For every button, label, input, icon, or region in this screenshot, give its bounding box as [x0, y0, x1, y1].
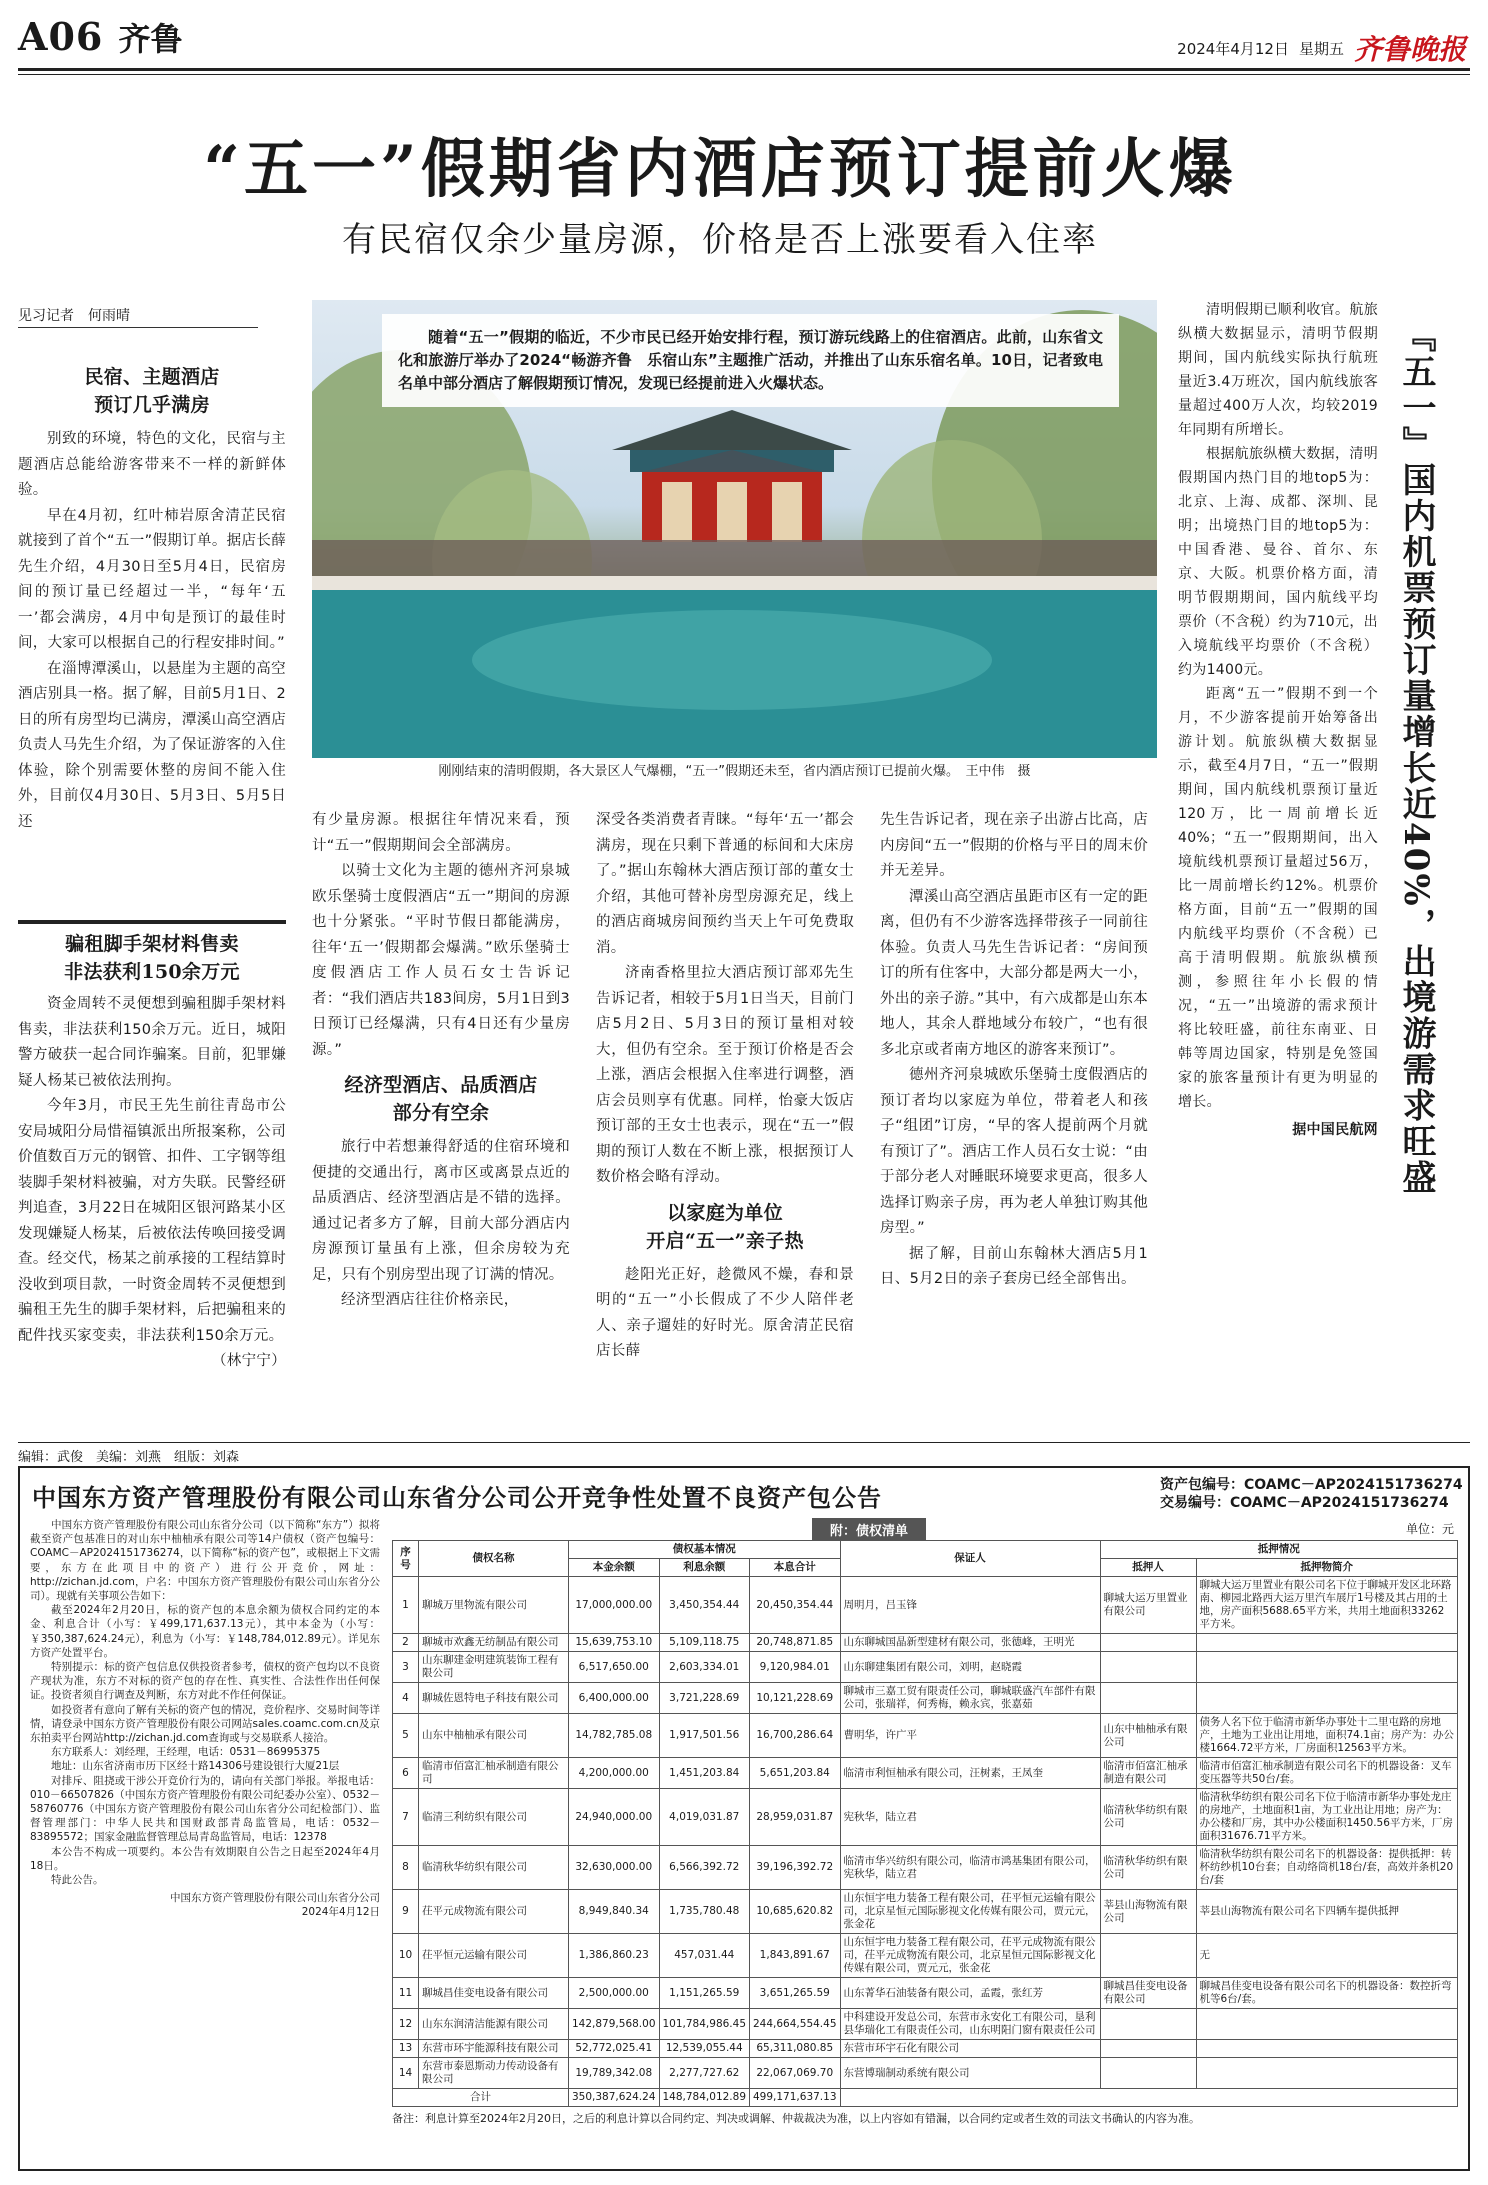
column-1 [18, 355, 286, 835]
table-cell: 5,109,118.75 [659, 1634, 750, 1652]
table-cell: 莘县山海物流有限公司名下四辆车提供抵押 [1196, 1890, 1458, 1934]
sidebar-top-rule [18, 920, 286, 924]
col3-subhead: 以家庭为单位 开启“五一”亲子热 [646, 1201, 804, 1252]
table-row [393, 1934, 1458, 1978]
table-cell: 3,450,354.44 [659, 1577, 750, 1634]
table-cell: 15,639,753.10 [569, 1634, 660, 1652]
table-cell: 1,735,780.48 [659, 1890, 750, 1934]
column-3 [596, 808, 854, 1365]
col-header: 序号 [393, 1541, 419, 1577]
table-cell: 1,843,891.67 [750, 1934, 841, 1978]
table-cell: 聊城市欢鑫无纺制品有限公司 [419, 1634, 569, 1652]
header-rule [18, 68, 1470, 71]
right-story-text [1178, 298, 1378, 1142]
editors-rule [18, 1442, 1470, 1443]
table-cell: 茌平元成物流有限公司 [419, 1890, 569, 1934]
editors-line: 编辑：武俊 美编：刘燕 组版：刘森 [18, 1450, 240, 1465]
table-cell: 20,450,354.44 [750, 1577, 841, 1634]
photo-caption: 刚刚结束的清明假期，各大景区人气爆棚，“五一”假期还未至，省内酒店预订已提前火爆。 王中伟 摄 [438, 764, 1031, 779]
table-cell [1100, 1683, 1196, 1714]
table-title: 附：债权清单 [812, 1518, 926, 1541]
sidebar-news-title: 骗租脚手架材料售卖 非法获利150余万元 [64, 933, 240, 983]
table-row [393, 2009, 1458, 2040]
table-row [393, 1714, 1458, 1758]
col4-paragraph: 潭溪山高空酒店虽距市区有一定的距离，但仍有不少游客选择带孩子一同前往体验。负责人马先生告诉记者：“房间预订的所有住客中，大部分都是两大一小，外出的亲子游。”其中，有六成都是山东本地人，其余人群地域分布较广，“也有很多北京或者南方地区的游客来预订”。 [880, 888, 1148, 1058]
table-cell: 东营市环宇石化有限公司 [840, 2040, 1100, 2058]
table-footnote: 备注：利息计算至2024年2月20日，之后的利息计算以合同约定、判决或调解、仲裁裁决为准，以上内容如有错漏，以合同约定或者生效的司法文书确认的内容为准。 [392, 2112, 1200, 2125]
col-header: 利息余额 [659, 1559, 750, 1577]
ad-title: 中国东方资产管理股份有限公司山东省分公司公开竞争性处置不良资产包公告 [32, 1483, 882, 1512]
table-cell: 7 [393, 1789, 419, 1846]
table-cell: 6 [393, 1758, 419, 1789]
col-header: 抵押物简介 [1196, 1559, 1458, 1577]
table-cell: 457,031.44 [659, 1934, 750, 1978]
table-cell [1100, 1934, 1196, 1978]
ad-body-paragraph: 截至2024年2月20日，标的资产包的本息余额为债权合同约定的本金、利息合计（小写：￥499,171,637.13元），其中本金为（小写：￥350,387,624.24元），利息为（小写：￥148,784,012.89元）。详见东方资产处置平台。 [30, 1604, 380, 1659]
table-cell: 52,772,025.41 [569, 2040, 660, 2058]
col2-paragraph: 以骑士文化为主题的德州齐河泉城欧乐堡骑士度假酒店“五一”期间的房源也十分紧张。“平时节假日都能满房，往年‘五一’假期都会爆满。”欧乐堡骑士度假酒店工作人员石女士告诉记者：“我们酒店共183间房，5月1日到3日预订已经爆满，只有4日还有少量房源。” [312, 863, 570, 1058]
ad-signature: 中国东方资产管理股份有限公司山东省分公司 [170, 1892, 380, 1905]
table-cell: 山东中柚柚承有限公司 [1100, 1714, 1196, 1758]
table-cell: 22,067,069.70 [750, 2058, 841, 2089]
ad-trade-number: 交易编号：COAMC－AP2024151736274 [1160, 1495, 1449, 1511]
table-row [393, 2040, 1458, 2058]
table-cell: 28,959,031.87 [750, 1789, 841, 1846]
debt-table-body [393, 1577, 1458, 2089]
right-story-paragraph: 清明假期已顺利收官。航旅纵横大数据显示，清明节假期期间，国内航线实际执行航班量近3.4万班次，国内航线旅客量超过400万人次，均较2019年同期有所增长。 [1178, 302, 1378, 438]
col3-paragraph: 济南香格里拉大酒店预订部邓先生告诉记者，相较于5月1日当天，目前门店5月2日、5月3日的预订量相对较大，但仍有空余。至于预订价格是否会上涨，酒店会根据入住率进行调整，酒店会员则享有优惠。同样，怡豪大饭店预订部的王女士也表示，现在“五一”假期的预订人数在不断上涨，根据预订人数价格会略有浮动。 [596, 965, 854, 1185]
ad-package-number: 资产包编号：COAMC－AP2024151736274 [1160, 1477, 1463, 1493]
table-cell: 1,451,203.84 [659, 1758, 750, 1789]
table-cell: 3 [393, 1652, 419, 1683]
col4-paragraph: 据了解，目前山东翰林大酒店5月1日、5月2日的亲子套房已经全部售出。 [880, 1245, 1148, 1287]
column-4 [880, 808, 1148, 1293]
table-cell: 4,019,031.87 [659, 1789, 750, 1846]
table-cell [1196, 2009, 1458, 2040]
table-cell: 2,500,000.00 [569, 1978, 660, 2009]
table-row [393, 1846, 1458, 1890]
table-cell: 东营博瑞制动系统有限公司 [840, 2058, 1100, 2089]
table-cell: 茌平恒元运输有限公司 [419, 1934, 569, 1978]
ad-body-paragraph: 对排斥、阻挠或干涉公开竞价行为的，请向有关部门举报。举报电话：010－66507826（中国东方资产管理股份有限公司纪委办公室）、0532－58760776（中国东方资产管理股份有限公司山东省分公司纪检部门）、监督管理部门：中华人民共和国财政部青岛监管局，电话：0532－83895572；国家金融监督管理总局青岛监管局，电话：12378 [30, 1774, 380, 1844]
table-cell: 13 [393, 2040, 419, 2058]
table-cell: 5 [393, 1714, 419, 1758]
paper-logo: 齐鲁晚报 [1353, 33, 1466, 66]
table-cell: 临清市佰富汇柚承制造有限公司 [1100, 1758, 1196, 1789]
table-cell: 山东中柚柚承有限公司 [419, 1714, 569, 1758]
table-cell: 临清三利纺织有限公司 [419, 1789, 569, 1846]
table-cell: 10,685,620.82 [750, 1890, 841, 1934]
table-cell: 临清秋华纺织有限公司名下位于临清市新华办事处龙庄的房地产，土地面积1亩，为工业出让用地；房产为：办公楼和厂房，其中办公楼面积1450.56平方米，厂房面积31676.71平方米。 [1196, 1789, 1458, 1846]
table-cell: 莘县山海物流有限公司 [1100, 1890, 1196, 1934]
table-cell: 周明月，吕玉锋 [840, 1577, 1100, 1634]
table-cell: 3,651,265.59 [750, 1978, 841, 2009]
table-cell: 6,517,650.00 [569, 1652, 660, 1683]
table-cell: 山东聊建金明建筑装饰工程有限公司 [419, 1652, 569, 1683]
table-cell: 1,151,265.59 [659, 1978, 750, 2009]
ad-body-paragraph: 如投资者有意向了解有关标的资产包的情况，竞价程序、交易时间等详情，请登录中国东方资产管理股份有限公司网站sales.coamc.com.cn及京东拍卖平台网站http://zichan.jd.com查询或与交易联系人接洽。 [30, 1703, 380, 1745]
col1-paragraph: 别致的环境，特色的文化，民宿与主题酒店总能给游客带来不一样的新鲜体验。 [18, 431, 286, 498]
ad-numbers [1160, 1476, 1463, 1512]
table-cell: 聊城万里物流有限公司 [419, 1577, 569, 1634]
table-cell: 山东菁华石油装备有限公司，孟霞，张红芳 [840, 1978, 1100, 2009]
table-cell: 山东恒宇电力装备工程有限公司，茌平元成物流有限公司，茌平元成物流有限公司，北京星恒元国际影视文化传媒有限公司，贾元元，张金花 [840, 1934, 1100, 1978]
col1-subhead: 民宿、主题酒店 预订几乎满房 [84, 366, 220, 416]
table-cell: 山东恒宇电力装备工程有限公司，茌平恒元运输有限公司，北京星恒元国际影视文化传媒有限公司，贾元元，张金花 [840, 1890, 1100, 1934]
table-row [393, 1978, 1458, 2009]
right-story-paragraph: 根据航旅纵横大数据，清明假期国内热门目的地top5为：北京、上海、成都、深圳、昆明；出境热门目的地top5为：中国香港、曼谷、首尔、东京、大阪。机票价格方面，清明节假期期间，国内航线平均票价（不含税）约为710元，出入境航线平均票价（不含税）约为1400元。 [1178, 446, 1378, 678]
table-cell: 4 [393, 1683, 419, 1714]
header-rule-thin [18, 74, 1470, 75]
table-cell: 17,000,000.00 [569, 1577, 660, 1634]
table-cell: 东营市泰恩斯动力传动设备有限公司 [419, 2058, 569, 2089]
table-cell: 8 [393, 1846, 419, 1890]
headline: “五一”假期省内酒店预订提前火爆 [203, 132, 1237, 207]
page-no: A06 [18, 14, 104, 59]
table-cell [1196, 2040, 1458, 2058]
table-cell: 65,311,080.85 [750, 2040, 841, 2058]
table-cell: 临清市华兴纺织有限公司，临清市鸿基集团有限公司，宪秋华，陆立君 [840, 1846, 1100, 1890]
table-cell: 9,120,984.01 [750, 1652, 841, 1683]
ad-body-paragraph: 东方联系人：刘经理，王经理，电话：0531－86995375 [51, 1746, 321, 1759]
table-cell: 宪秋华，陆立君 [840, 1789, 1100, 1846]
total-row [393, 2089, 1458, 2107]
table-cell [1196, 1683, 1458, 1714]
table-cell: 临清市佰富汇柚承制造有限公司名下的机器设备：叉车变压器等共50台/套。 [1196, 1758, 1458, 1789]
right-story-vertical-title: 『五一』国内机票预订量增长近40%，出境游需求旺盛 [1396, 318, 1436, 1196]
table-cell: 1 [393, 1577, 419, 1634]
table-cell: 2 [393, 1634, 419, 1652]
table-cell: 临清秋华纺织有限公司 [1100, 1789, 1196, 1846]
table-cell: 10,121,228.69 [750, 1683, 841, 1714]
lead-paragraph: 随着“五一”假期的临近，不少市民已经开始安排行程，预订游玩线路上的住宿酒店。此前，山东省文化和旅游厅举办了2024“畅游齐鲁 乐宿山东”主题推广活动，并推出了山东乐宿名单。10日，记者致电名单中部分酒店了解假期预订情况，发现已经提前进入火爆状态。 [382, 314, 1119, 407]
sidebar-news-source: （林宁宁） [212, 1353, 286, 1369]
table-cell: 聊城佐恩特电子科技有限公司 [419, 1683, 569, 1714]
table-cell: 2,603,334.01 [659, 1652, 750, 1683]
col-header: 债权名称 [419, 1541, 569, 1577]
table-cell: 16,700,286.64 [750, 1714, 841, 1758]
table-cell: 无 [1196, 1934, 1458, 1978]
table-row [393, 1652, 1458, 1683]
table-cell: 1,917,501.56 [659, 1714, 750, 1758]
table-cell: 10 [393, 1934, 419, 1978]
group-header: 抵押情况 [1100, 1541, 1458, 1559]
sidebar-news-paragraph: 今年3月，市民王先生前往青岛市公安局城阳分局惜福镇派出所报案称，公司价值数百万元的钢管、扣件、工字钢等组装脚手架材料被骗，对方失联。民警经研判追查，3月22日在城阳区银河路某小区发现嫌疑人杨某，后被依法传唤回接受调查。经交代，杨某之前承接的工程结算时没收到项目款，一时资金周转不灵便想到骗租王先生的脚手架材料，后把骗租来的配件找买家变卖，非法获利150余万元。 [18, 1098, 286, 1344]
table-cell: 244,664,554.45 [750, 2009, 841, 2040]
header-right [1177, 28, 1466, 68]
table-cell: 曹明华，许广平 [840, 1714, 1100, 1758]
table-cell: 9 [393, 1890, 419, 1934]
ad-body-paragraph: 本公告不构成一项要约。本公告有效期限自公告之日起至2024年4月18日。 [30, 1845, 380, 1872]
table-cell [1196, 2058, 1458, 2089]
table-cell: 聊城大运万里置业有限公司名下位于聊城开发区北环路南、柳园北路西大运万里汽车展厅1号楼及其占用的土地，房产面积5688.65平方米，共用土地面积33262平方米。 [1196, 1577, 1458, 1634]
table-cell: 142,879,568.00 [569, 2009, 660, 2040]
table-cell [1100, 1652, 1196, 1683]
ad-body-paragraph: 中国东方资产管理股份有限公司山东省分公司（以下简称“东方”）拟将截至资产包基准日的对山东中柚柚承有限公司等14户债权（资产包编号：COAMC－AP2024151736274，以下简称“标的资产包”，或根据上下文需要，东方在此项目中的资产）进行公开竞价，网址：http://zichan.jd.com，户名：中国东方资产管理股份有限公司山东省分公司）。现就有关事项公告如下： [30, 1519, 380, 1603]
section-name: 齐鲁 [118, 20, 183, 58]
table-cell: 山东东润清洁能源有限公司 [419, 2009, 569, 2040]
col-header: 本金余额 [569, 1559, 660, 1577]
byline: 见习记者 何雨晴 [18, 305, 258, 328]
table-row [393, 2058, 1458, 2089]
table-row [393, 1683, 1458, 1714]
table-cell: 19,789,342.08 [569, 2058, 660, 2089]
table-cell: 24,940,000.00 [569, 1789, 660, 1846]
table-cell: 临清秋华纺织有限公司 [419, 1846, 569, 1890]
table-cell: 11 [393, 1978, 419, 2009]
issue-weekday: 星期五 [1298, 39, 1344, 58]
table-cell: 20,748,871.85 [750, 1634, 841, 1652]
col2-paragraph: 旅行中若想兼得舒适的住宿环境和便捷的交通出行，离市区或离景点近的品质酒店、经济型酒店是不错的选择。通过记者多方了解，目前大部分酒店内房源预订量虽有上涨，但余房较为充足，只有个别房型出现了订满的情况。 [312, 1139, 570, 1283]
table-cell: 聊城昌佳变电设备有限公司名下的机器设备：数控折弯机等6台/套。 [1196, 1978, 1458, 2009]
table-cell: 101,784,986.45 [659, 2009, 750, 2040]
table-cell: 临清秋华纺织有限公司 [1100, 1846, 1196, 1890]
table-cell: 聊城昌佳变电设备有限公司 [1100, 1978, 1196, 2009]
table-cell: 临清市佰富汇柚承制造有限公司 [419, 1758, 569, 1789]
col2-subhead: 经济型酒店、品质酒店 部分有空余 [344, 1074, 538, 1124]
table-cell [1100, 2009, 1196, 2040]
right-story-source: 据中国民航网 [1292, 1122, 1378, 1138]
table-cell: 14,782,785.08 [569, 1714, 660, 1758]
table-cell: 2,277,727.62 [659, 2058, 750, 2089]
ad-body-paragraph: 特别提示：标的资产包信息仅供投资者参考，债权的资产包均以不良资产现状为准，东方不对标的资产包的存在性、真实性、合法性作出任何保证。投资者须自行调查及判断，东方对此不作任何保证。 [30, 1661, 380, 1702]
photo [312, 300, 1157, 758]
page-number [18, 14, 182, 60]
table-cell [1196, 1634, 1458, 1652]
table-cell: 32,630,000.00 [569, 1846, 660, 1890]
total-interest: 148,784,012.89 [659, 2089, 750, 2107]
col4-paragraph: 德州齐河泉城欧乐堡骑士度假酒店的预订者均以家庭为单位，带着老人和孩子“组团”订房，“早的客人提前两个月就有预订了”。酒店工作人员石女士说：“由于部分老人对睡眠环境要求更高，很多人选择订购亲子房，再为老人单独订购其他房型。” [880, 1067, 1148, 1236]
table-cell: 聊城市三嘉工贸有限责任公司，聊城联盛汽车部件有限公司，张瑞祥，何秀梅，赖永宾，张嘉茹 [840, 1683, 1100, 1714]
table-cell: 3,721,228.69 [659, 1683, 750, 1714]
table-row [393, 1789, 1458, 1846]
table-cell: 14 [393, 2058, 419, 2089]
subtitle: 有民宿仅余少量房源，价格是否上涨要看入住率 [342, 220, 1098, 260]
ad-sign-date: 2024年4月12日 [301, 1906, 380, 1919]
col2-paragraph: 经济型酒店往往价格亲民， [341, 1292, 519, 1308]
table-cell: 6,566,392.72 [659, 1846, 750, 1890]
col3-paragraph: 深受各类消费者青睐。“每年‘五一’都会满房，现在只剩下普通的标间和大床房了。”据山东翰林大酒店预订部的董女士介绍，其他可替补房型房源充足，线上的酒店商城房间预约当天上午可免费取消。 [596, 812, 854, 956]
col4-paragraph: 先生告诉记者，现在亲子出游占比高，店内房间“五一”假期的价格与平日的周末价并无差异。 [880, 812, 1148, 879]
group-header: 债权基本情况 [569, 1541, 841, 1559]
sidebar-news [18, 930, 286, 1375]
total-label: 合计 [393, 2089, 569, 2107]
table-cell: 临清市利恒柚承有限公司，汪树素，王凤奎 [840, 1758, 1100, 1789]
table-row [393, 1758, 1458, 1789]
col1-paragraph: 早在4月初，红叶柿岩原舍清芷民宿就接到了首个“五一”假期订单。据店长薛先生介绍，4月30日至5月4日，民宿房间的预订量已经超过一半，“每年‘五一’都会满房，4月中旬是预订的最佳时间，大家可以根据自己的行程安排时间。” [18, 507, 286, 651]
table-cell: 12 [393, 2009, 419, 2040]
ad-body-paragraph: 特此公告。 [51, 1874, 104, 1887]
ad-body-paragraph: 地址：山东省济南市历下区经十路14306号建设银行大厦21层 [51, 1760, 340, 1773]
table-cell: 4,200,000.00 [569, 1758, 660, 1789]
ad-body [30, 1518, 380, 1920]
table-cell: 1,386,860.23 [569, 1934, 660, 1978]
column-2 [312, 808, 570, 1314]
total-sum: 499,171,637.13 [750, 2089, 841, 2107]
col-header: 保证人 [840, 1541, 1100, 1577]
table-unit: 单位：元 [1405, 1522, 1454, 1536]
col-header: 本息合计 [750, 1559, 841, 1577]
col2-paragraph: 有少量房源。根据往年情况来看，预计“五一”假期期间会全部满房。 [312, 812, 570, 854]
table-cell: 山东聊建集团有限公司，刘明，赵晓霞 [840, 1652, 1100, 1683]
total-principal: 350,387,624.24 [569, 2089, 660, 2107]
table-row [393, 1577, 1458, 1634]
col-header: 抵押人 [1100, 1559, 1196, 1577]
table-cell: 39,196,392.72 [750, 1846, 841, 1890]
right-story-paragraph: 距离“五一”假期不到一个月，不少游客提前开始筹备出游计划。航旅纵横大数据显示，截至4月7日，“五一”假期期间，国内航线机票预订量近120万，比一周前增长近40%；“五一”假期期间，出入境航线机票预订量超过56万，比一周前增长约12%。机票价格方面，目前“五一”假期的国内航线平均票价（不含税）已高于清明假期。航旅纵横预测，参照往年小长假的情况，“五一”出境游的需求预计将比较旺盛，前往东南亚、日韩等周边国家，特别是免签国家的旅客量预计有更为明显的增长。 [1178, 686, 1378, 1110]
table-cell: 临清秋华纺织有限公司名下的机器设备：提供抵押：转杯纺纱机10台套；自动络筒机18台/套，高效并条机20台/套 [1196, 1846, 1458, 1890]
table-cell: 12,539,055.44 [659, 2040, 750, 2058]
issue-date: 2024年4月12日 [1177, 39, 1289, 58]
table-cell: 聊城昌佳变电设备有限公司 [419, 1978, 569, 2009]
table-row [393, 1634, 1458, 1652]
table-cell: 8,949,840.34 [569, 1890, 660, 1934]
table-cell: 6,400,000.00 [569, 1683, 660, 1714]
sidebar-news-paragraph: 资金周转不灵便想到骗租脚手架材料售卖，非法获利150余万元。近日，城阳警方破获一起合同诈骗案。目前，犯罪嫌疑人杨某已被依法刑拘。 [18, 996, 286, 1089]
table-cell: 债务人名下位于临清市新华办事处十二里屯路的房地产，土地为工业出让用地，面积74.1亩；房产为：办公楼1664.72平方米，厂房面积12563平方米。 [1196, 1714, 1458, 1758]
table-cell: 聊城大运万里置业有限公司 [1100, 1577, 1196, 1634]
col1-paragraph: 在淄博潭溪山，以悬崖为主题的高空酒店别具一格。据了解，目前5月1日、2日的所有房型均已满房，潭溪山高空酒店负责人马先生介绍，为了保证游客的入住体验，除个别需要休整的房间不能入住外，目前仅4月30日、5月3日、5月5日还 [18, 660, 286, 830]
table-cell: 东营市环宇能源科技有限公司 [419, 2040, 569, 2058]
debt-table-wrap [392, 1518, 1458, 2126]
table-cell [1100, 1634, 1196, 1652]
table-cell: 中科建设开发总公司，东营市永安化工有限公司，垦利县华瑞化工有限责任公司，山东明阳门窗有限责任公司 [840, 2009, 1100, 2040]
table-cell [1196, 1652, 1458, 1683]
table-cell: 5,651,203.84 [750, 1758, 841, 1789]
table-cell [1100, 2058, 1196, 2089]
table-cell: 山东聊城国晶新型建材有限公司，张德峰，王明光 [840, 1634, 1100, 1652]
table-row [393, 1890, 1458, 1934]
col3-paragraph: 趁阳光正好，趁微风不燥，春和景明的“五一”小长假成了不少人陪伴老人、亲子遛娃的好时光。原舍清芷民宿店长薛 [596, 1266, 854, 1359]
table-cell [1100, 2040, 1196, 2058]
debt-table [392, 1540, 1458, 2107]
